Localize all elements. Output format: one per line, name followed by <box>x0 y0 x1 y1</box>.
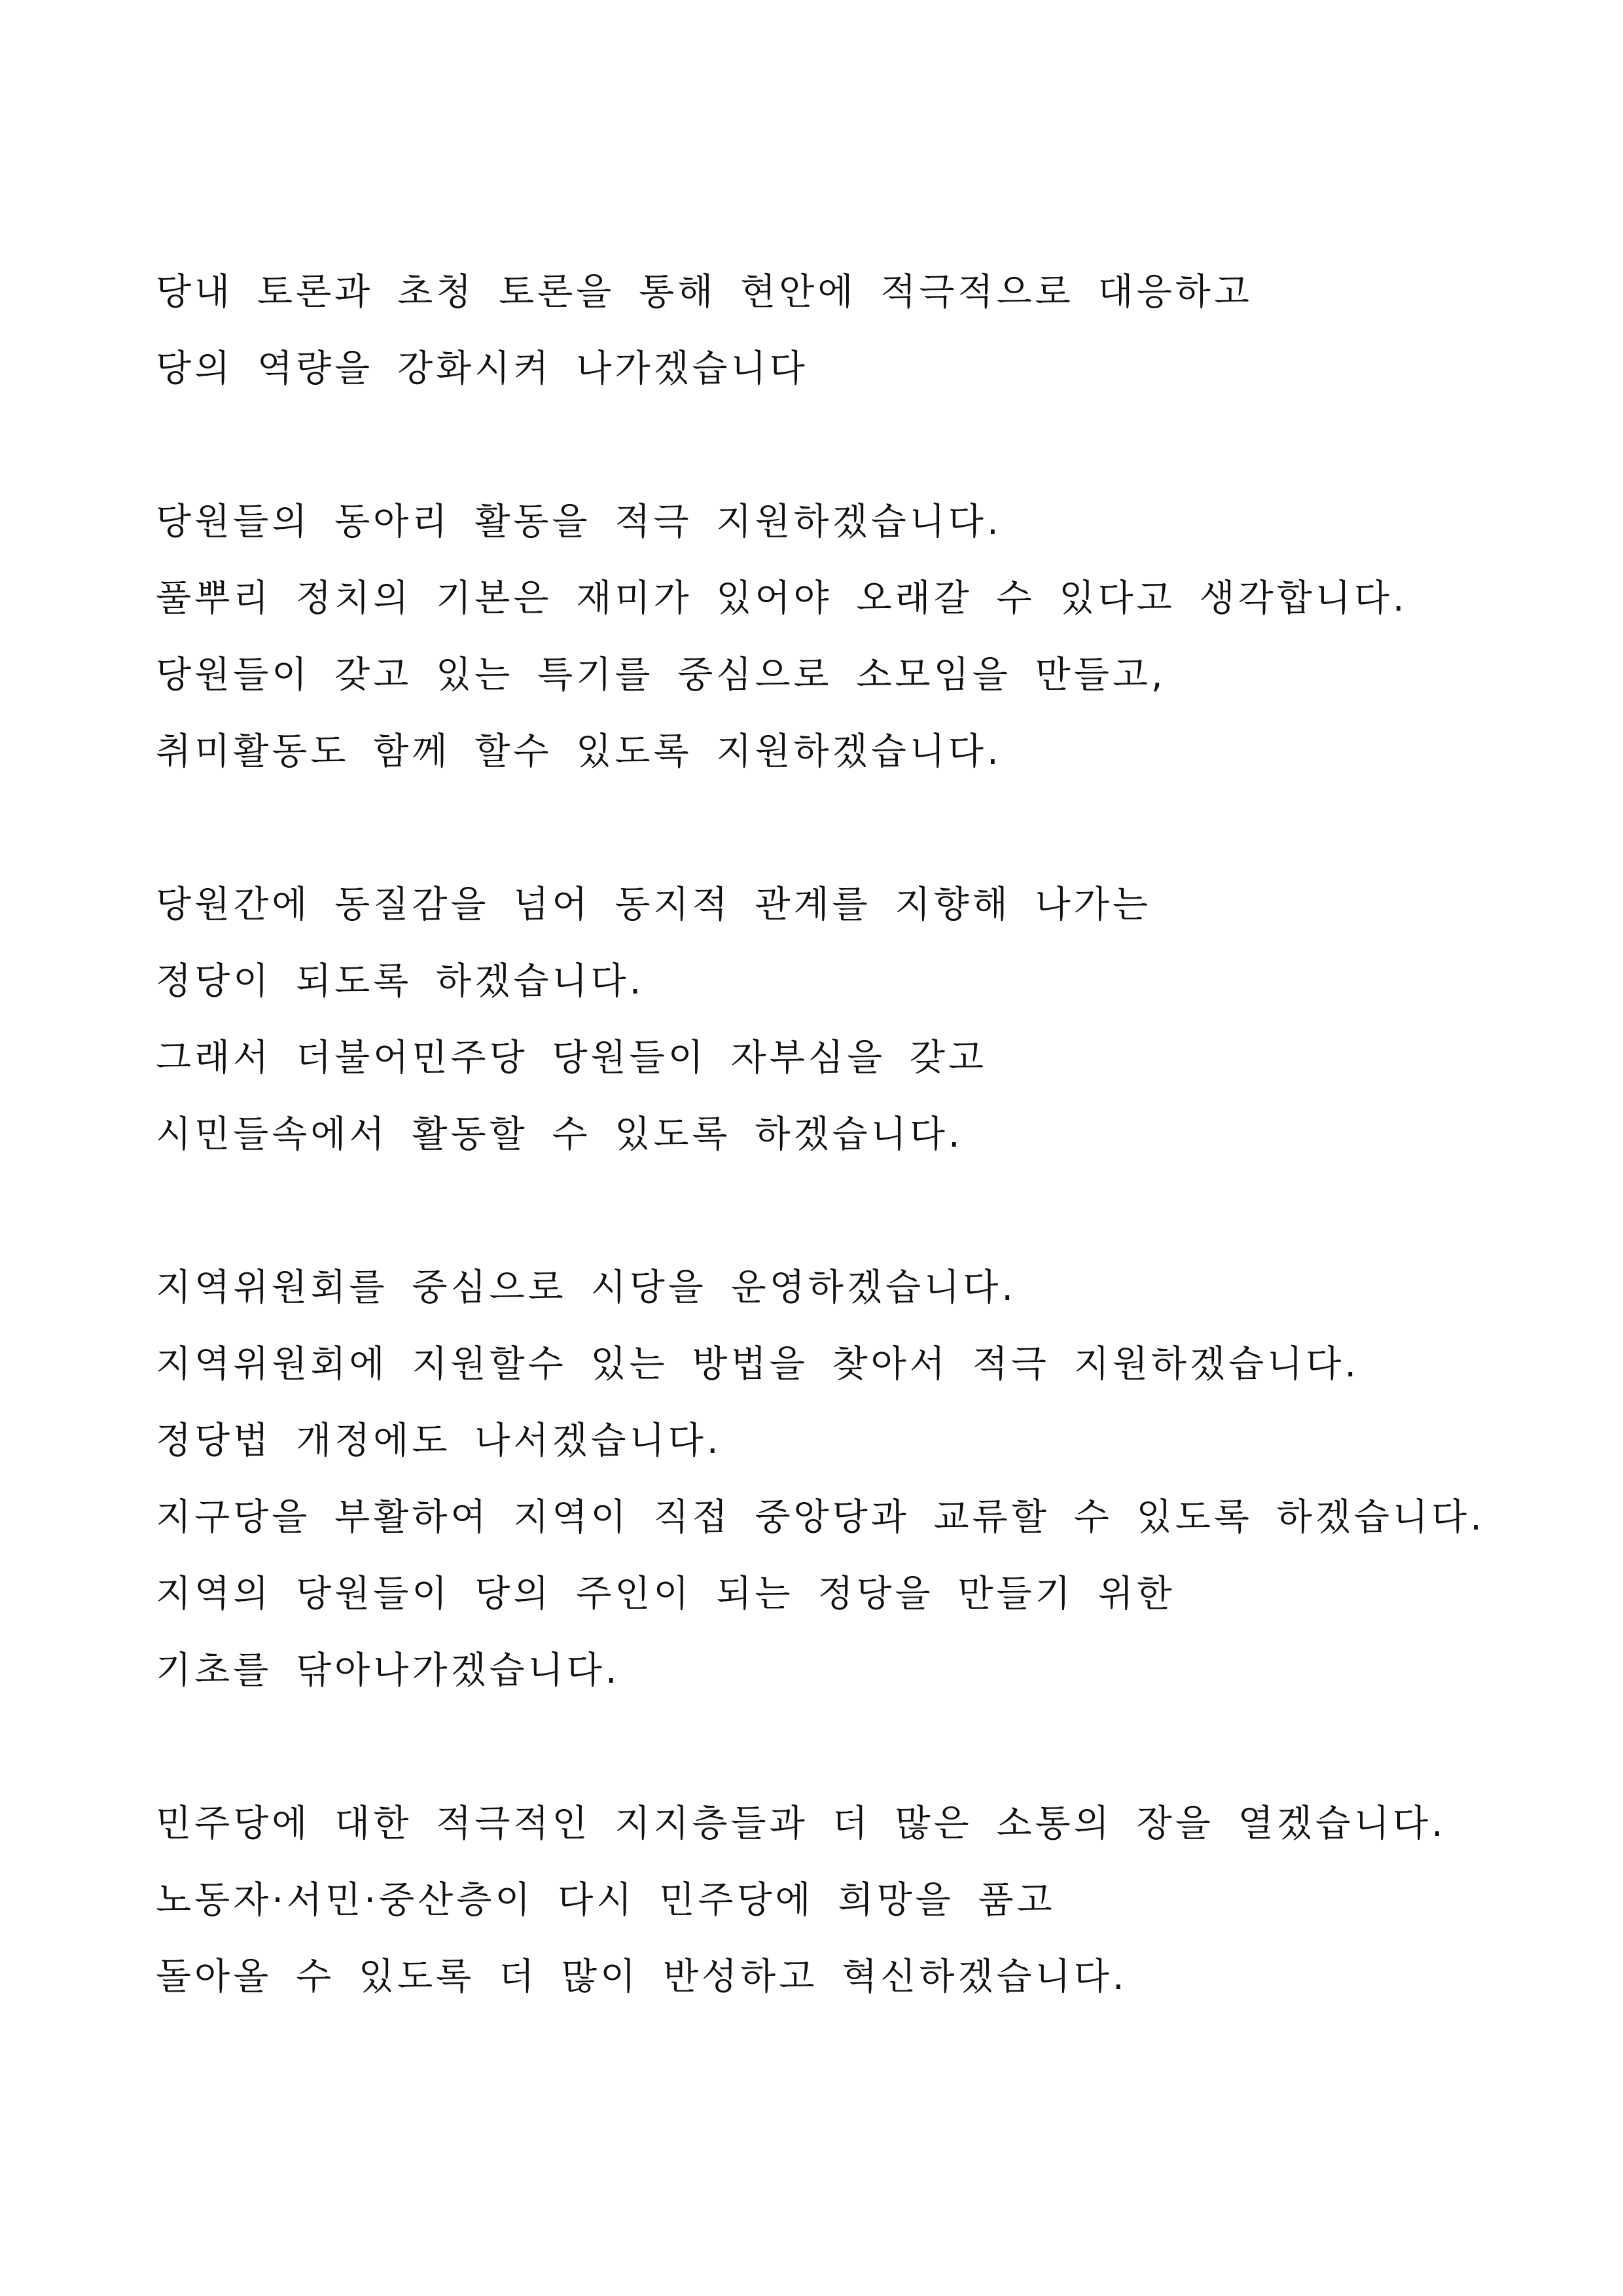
text-line: 당의 역량을 강화시켜 나가겠습니다 <box>156 348 808 390</box>
text-line: 지구당을 부활하여 지역이 직접 중앙당과 교류할 수 있도록 하겠습니다. <box>156 1496 1485 1539</box>
text-line: 지역의 당원들이 당의 주인이 되는 정당을 만들기 위한 <box>156 1573 1175 1615</box>
text-line: 풀뿌리 정치의 기본은 재미가 있어야 오래갈 수 있다고 생각합니다. <box>156 577 1408 620</box>
paragraph <box>156 867 1504 1173</box>
text-line: 민주당에 대한 적극적인 지지층들과 더 많은 소통의 장을 열겠습니다. <box>156 1803 1446 1845</box>
text-line: 노동자·서민·중산층이 다시 민주당에 희망을 품고 <box>156 1879 1056 1922</box>
text-line: 지역위원회에 지원할수 있는 방법을 찾아서 적극 지원하겠습니다. <box>156 1343 1360 1386</box>
text-line: 지역위원회를 중심으로 시당을 운영하겠습니다. <box>156 1266 1017 1309</box>
text-line: 당원들의 동아리 활동을 적극 지원하겠습니다. <box>156 501 1002 543</box>
text-line: 시민들속에서 활동할 수 있도록 하겠습니다. <box>156 1113 963 1156</box>
text-line: 취미활동도 함께 할수 있도록 지원하겠습니다. <box>156 730 1002 773</box>
text-line: 당원간에 동질감을 넘어 동지적 관계를 지향해 나가는 <box>156 884 1151 926</box>
text-line: 기초를 닦아나가겠습니다. <box>156 1649 620 1692</box>
paragraph <box>156 254 1504 407</box>
text-line: 정당법 개정에도 나서겠습니다. <box>156 1420 722 1462</box>
text-line: 정당이 되도록 하겠습니다. <box>156 960 645 1003</box>
paragraph <box>156 484 1504 790</box>
paragraph <box>156 1249 1504 1709</box>
document-body <box>156 254 1504 2015</box>
paragraph <box>156 1785 1504 2015</box>
text-line: 당원들이 갖고 있는 특기를 중심으로 소모임을 만들고, <box>156 654 1166 696</box>
text-line: 당내 토론과 초청 토론을 통해 현안에 적극적으로 대응하고 <box>156 271 1253 314</box>
text-line: 돌아올 수 있도록 더 많이 반성하고 혁신하겠습니다. <box>156 1956 1128 1998</box>
text-line: 그래서 더불어민주당 당원들이 자부심을 갖고 <box>156 1037 988 1079</box>
